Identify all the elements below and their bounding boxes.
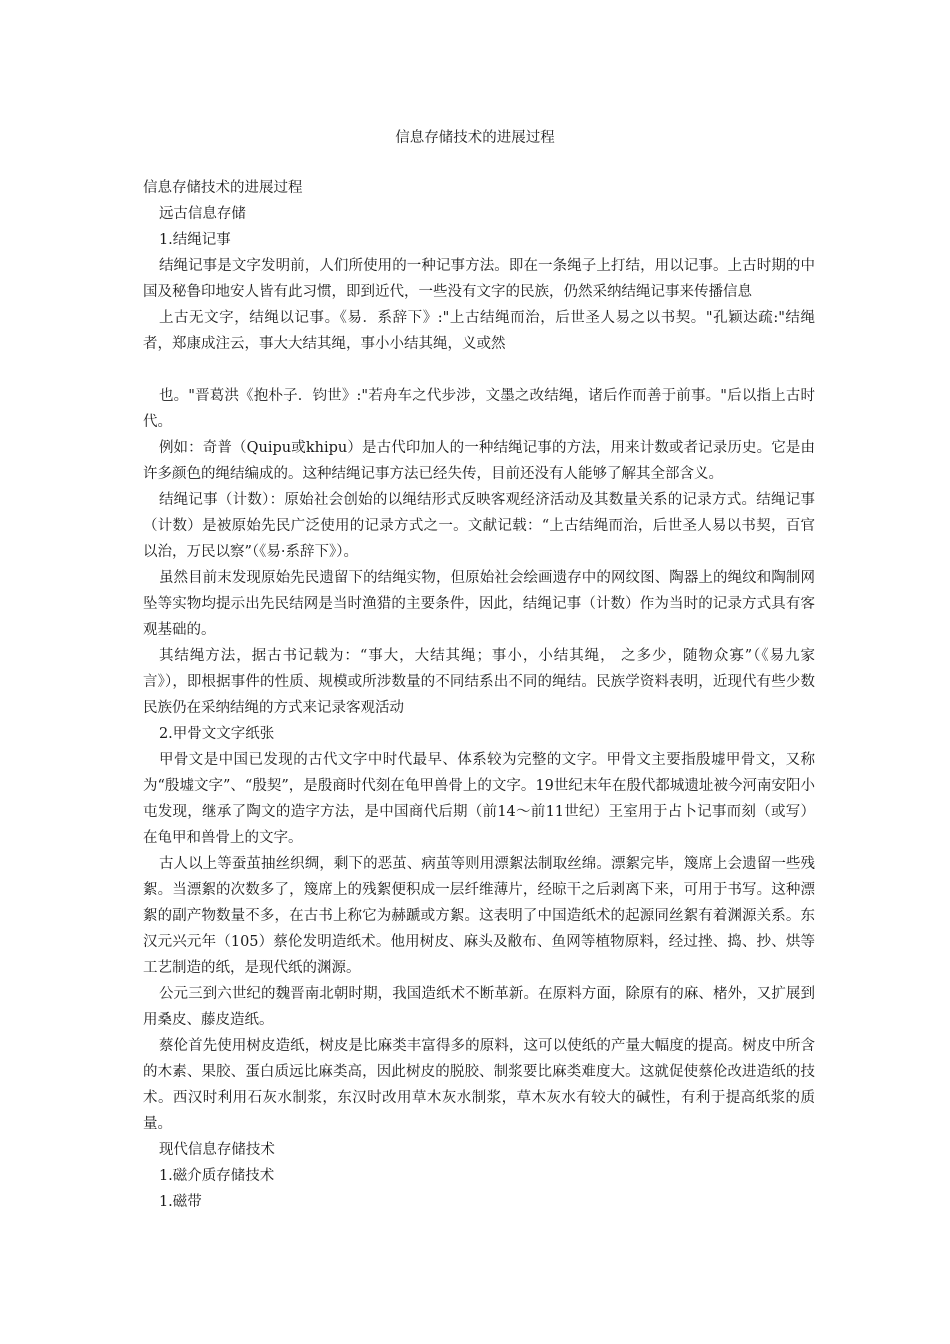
- body-paragraph: 也。"晋葛洪《抱朴子．钧世》:"若舟车之代步涉，文墨之改结绳，诸后作而善于前事。"后以指上古时代。: [143, 388, 815, 430]
- subsection-heading: 远古信息存储: [158, 206, 246, 222]
- document-body: [143, 175, 815, 1215]
- body-paragraph: 例如：奇普（Quipu或khipu）是古代印加人的一种结绳记事的方法，用来计数或者记录历史。它是由许多颜色的绳结编成的。这种结绳记事方法已经失传，目前还没有人能够了解其全部含义。: [143, 440, 815, 482]
- body-paragraph: 结绳记事是文字发明前，人们所使用的一种记事方法。即在一条绳子上打结，用以记事。上古时期的中国及秘鲁印地安人皆有此习惯，即到近代，一些没有文字的民族，仍然采纳结绳记事来传播信息: [143, 258, 815, 300]
- body-paragraph: 古人以上等蚕茧抽丝织绸，剩下的恶茧、病茧等则用漂絮法制取丝绵。漂絮完毕，篾席上会遗留一些残絮。当漂絮的次数多了，篾席上的残絮便积成一层纤维薄片，经晾干之后剥离下来，可用于书写。这种漂絮的副产物数量不多，在古书上称它为赫蹏或方絮。这表明了中国造纸术的起源同丝絮有着渊源关系。东汉元兴元年（105）蔡伦发明造纸术。他用树皮、麻头及敝布、鱼网等植物原料，经过挫、捣、抄、烘等工艺制造的纸，是现代纸的渊源。: [143, 856, 815, 976]
- blank-line: [143, 357, 815, 383]
- body-paragraph: 其结绳方法，据古书记载为：“事大，大结其绳；事小，小结其绳， 之多少，随物众寡”（《易九家言》），即根据事件的性质、规模或所涉数量的不同结系出不同的绳结。民族学资料表明，近现代有些少数民族仍在采纳结绳的方式来记录客观活动: [143, 648, 815, 716]
- section-heading: 信息存储技术的进展过程: [143, 180, 303, 196]
- item-heading: 2.甲骨文文字纸张: [158, 726, 275, 742]
- body-paragraph: 公元三到六世纪的魏晋南北朝时期，我国造纸术不断革新。在原料方面，除原有的麻、楮外，又扩展到用桑皮、藤皮造纸。: [143, 986, 815, 1028]
- body-paragraph: 上古无文字，结绳以记事。《易．系辞下》:"上古结绳而治，后世圣人易之以书契。"孔颖达疏:"结绳者，郑康成注云，事大大结其绳，事小小结其绳，义或然: [143, 310, 815, 352]
- body-paragraph: 甲骨文是中国已发现的古代文字中时代最早、体系较为完整的文字。甲骨文主要指殷墟甲骨文，又称为“殷墟文字”、“殷契”，是殷商时代刻在龟甲兽骨上的文字。19世纪末年在殷代都城遗址被今河南安阳小屯发现，继承了陶文的造字方法，是中国商代后期（前14～前11世纪）王室用于占卜记事而刻（或写）在龟甲和兽骨上的文字。: [143, 752, 815, 846]
- item-heading: 1.结绳记事: [158, 232, 231, 248]
- page-title: 信息存储技术的进展过程: [395, 130, 555, 146]
- body-paragraph: 结绳记事（计数）：原始社会创始的以绳结形式反映客观经济活动及其数量关系的记录方式。结绳记事（计数）是被原始先民广泛使用的记录方式之一。文献记载：“上古结绳而治，后世圣人易以书契，百官以治，万民以察”（《易·系辞下》）。: [143, 492, 815, 560]
- item-heading: 1.磁介质存储技术: [158, 1168, 275, 1184]
- body-paragraph: 蔡伦首先使用树皮造纸，树皮是比麻类丰富得多的原料，这可以使纸的产量大幅度的提高。树皮中所含的木素、果胶、蛋白质远比麻类高，因此树皮的脱胶、制浆要比麻类难度大。这就促使蔡伦改进造纸的技术。西汉时利用石灰水制浆，东汉时改用草木灰水制浆，草木灰水有较大的碱性，有利于提高纸浆的质量。: [143, 1038, 815, 1132]
- body-paragraph: 虽然目前末发现原始先民遗留下的结绳实物，但原始社会绘画遗存中的网纹图、陶器上的绳纹和陶制网坠等实物均提示出先民结网是当时渔猎的主要条件，因此，结绳记事（计数）作为当时的记录方式具有客观基础的。: [143, 570, 815, 638]
- subsection-heading: 现代信息存储技术: [158, 1142, 275, 1158]
- item-heading: 1.磁带: [158, 1194, 202, 1210]
